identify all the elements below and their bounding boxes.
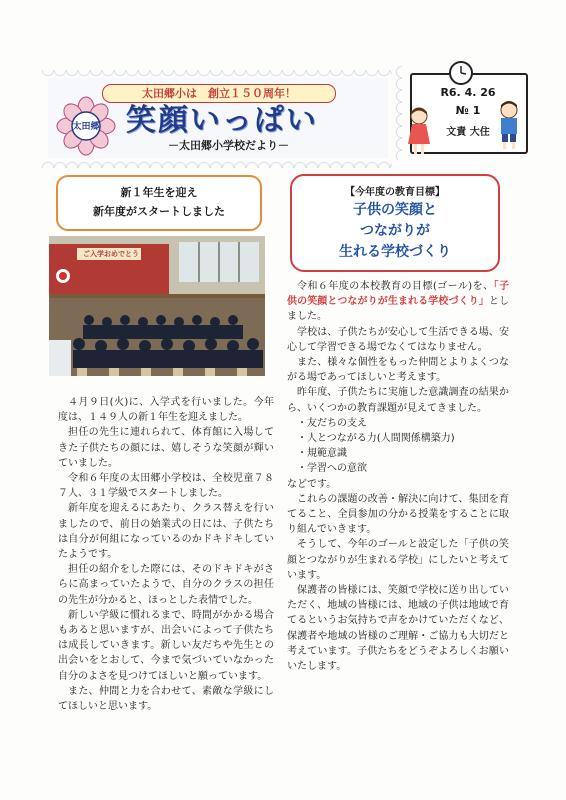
bullet-item: ・人とつながる力(人間関係構築力): [297, 433, 455, 445]
paragraph: 保護者の皆様には、笑顔で学校に送り出していただく、地域の皆様には、地域の子供は地域で育てるというお気持ちで声をかけていただくなど、保護者や地域の皆様のご理解・ご協力も大切だと考えています。子供たちをどうぞよろしくお願いいたします。: [287, 585, 509, 673]
paragraph: また、様々な個性をもった仲間とよりよくつながる場であってほしいと考えます。: [287, 357, 509, 384]
paragraph: また、仲間と力を合わせて、素敵な学級にしてほしいと思います。: [58, 685, 274, 713]
anniversary-banner: 太田郷小は 創立１５０周年！: [102, 84, 336, 103]
boy-illustration-icon: [496, 100, 522, 150]
article-heading-line1: 新１年生を迎え: [120, 186, 198, 199]
goal-after-text: としました。: [287, 296, 509, 323]
paragraph: ４月９日(火)に、入学式を行いました。今年度は、１４９人の新１年生を迎えました。: [58, 397, 274, 424]
photo-banner-text: ご入学おめでとう: [83, 250, 139, 258]
paragraph: 担任の紹介をした際には、そのドキドキがさらに高まっていたようで、自分のクラスの担任の先生が分かると、ほっとした表情でした。: [58, 564, 274, 606]
newsletter-title: 笑顔いっぱい: [126, 103, 318, 138]
paragraph: 新年度を迎えるにあたり、クラス替えを行いましたので、前日の始業式の日には、子供たちは自分が何組になっているのかドキドキしていたようです。: [58, 503, 274, 561]
issue-date: R6. 4. 26: [440, 86, 496, 99]
right-article-body: [287, 279, 509, 674]
left-article-body: [58, 395, 274, 714]
goal-quote-text: 「子供の笑顔とつながりが生まれる学校づくり」: [287, 281, 509, 308]
bullet-item: ・友だちの支え: [297, 417, 367, 429]
issue-number: № 1: [455, 104, 481, 117]
article-heading-line2: 新年度がスタートしました: [93, 205, 225, 218]
education-goal-line1: 子供の笑顔と: [353, 202, 437, 218]
paragraph: そうして、今年のゴールと設定した「子供の笑顔とつながりが生まれる学校」にしたいと考えています。: [287, 539, 509, 581]
emblem-label: 太田郷: [72, 122, 100, 132]
paragraph: などです。: [287, 478, 337, 490]
bullet-item: ・学習への意欲: [297, 463, 367, 475]
paragraph: 新しい学級に慣れるまで、時間がかかる場合もあると思いますが、出会いによって子供たちは成長していきます。新しい友だちや先生との出会いをとおして、今まで気づいていなかった自分のよさを見つけてほしいと願っています。: [58, 609, 274, 682]
paragraph: [287, 279, 509, 325]
paragraph: 学校は、子供たちが安心して生活できる場、安心して学習できる場でなくてはなりません。: [287, 326, 509, 353]
newsletter-subtitle: －太田郷小学校だより－: [168, 139, 289, 152]
paragraph: 昨年度、子供たちに実施した意識調査の結果から、いくつかの教育課題が見えてきました。: [287, 387, 509, 414]
education-goal-line3: 生れる学校づくり: [339, 244, 451, 260]
girl-illustration-icon: [406, 106, 432, 156]
clock-icon: [448, 60, 474, 86]
education-goal-label: 【今年度の教育目標】: [345, 187, 445, 198]
goal-intro-text: 令和６年度の本校教育の目標(ゴール)を、: [297, 281, 494, 292]
lace-border-right: [392, 66, 402, 160]
lace-border-bottom: [42, 158, 392, 168]
paragraph: これらの課題の改善・解決に向けて、集団を育てること、全員参加の分かる授業をすることに取り組んでいきます。: [287, 493, 509, 536]
lace-border-top: [42, 70, 392, 80]
entrance-ceremony-photo: [49, 236, 265, 376]
paragraph: 担任の先生に連れられて、体育館に入場してきた子供たちの顔には、嬉しそうな笑顔が輝いていました。: [58, 427, 274, 469]
paragraph: 令和６年度の太田郷小学校は、全校児童７８７人、３１学級でスタートしました。: [58, 473, 274, 500]
education-goal-line2: つながりが: [360, 223, 430, 239]
bullet-item: ・規範意識: [297, 448, 347, 460]
issue-author: 文責 大住: [446, 127, 490, 138]
